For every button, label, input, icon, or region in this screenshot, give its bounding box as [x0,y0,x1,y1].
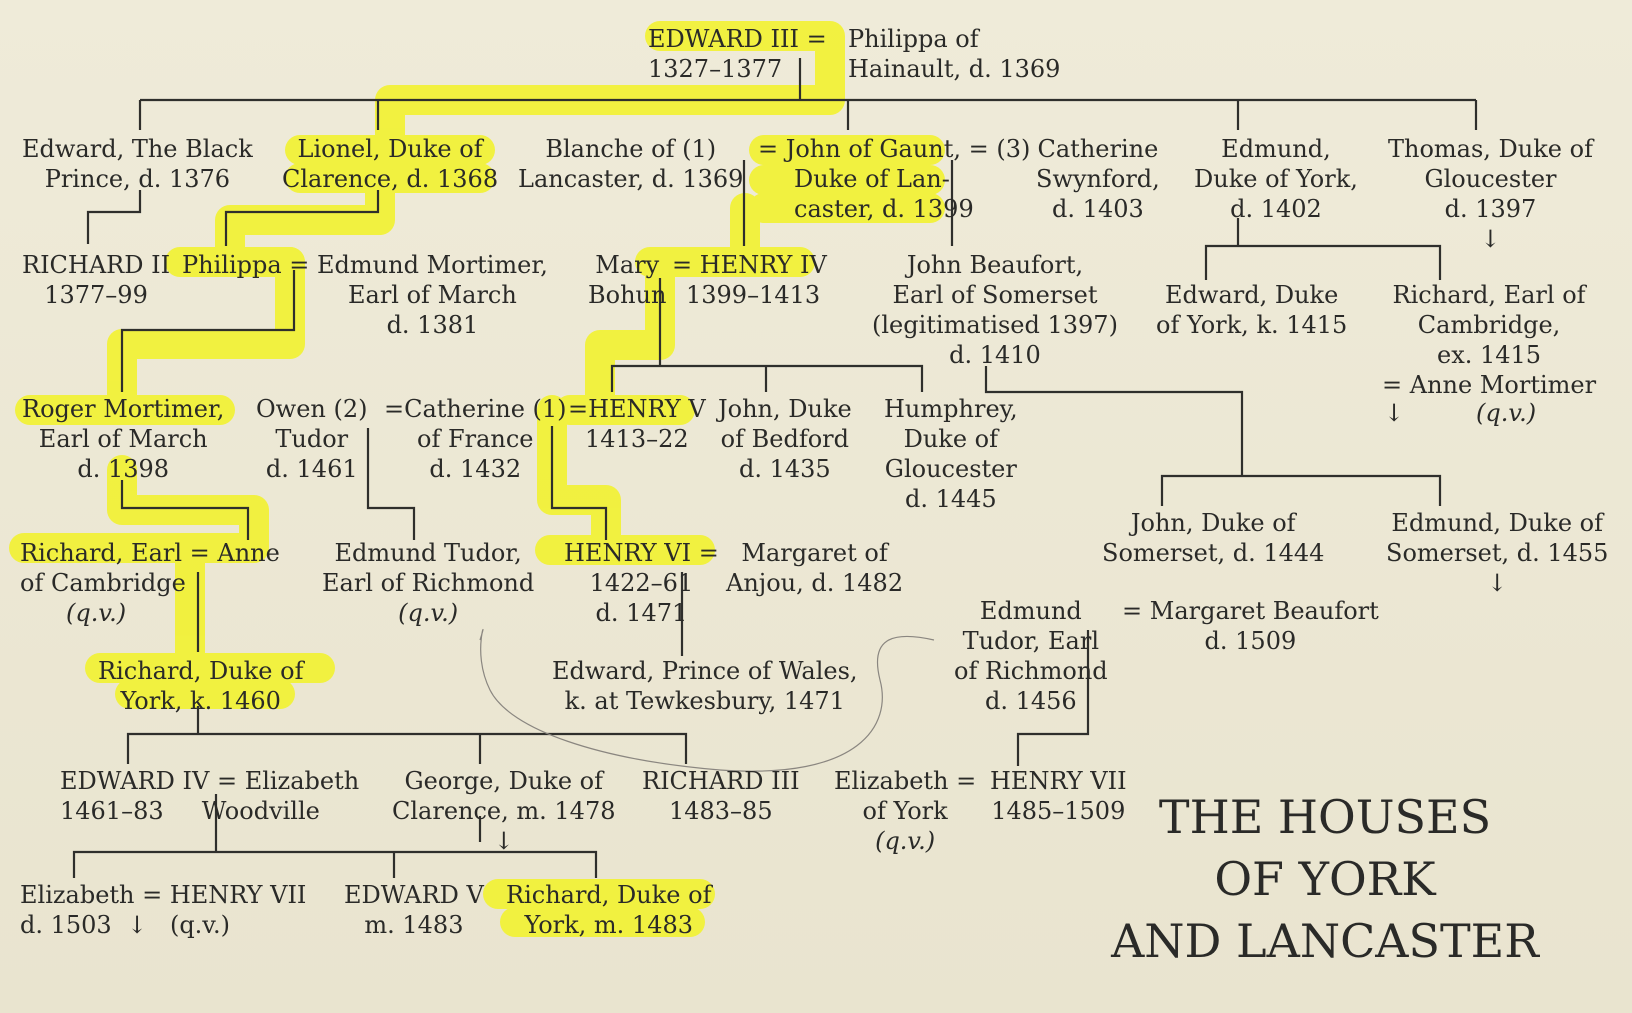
node-edmund-tudor-top [322,538,534,628]
line: Earl of March [348,281,517,309]
title-line: THE HOUSES [1158,790,1492,844]
line: Gloucester [1424,165,1557,193]
line: Duke of [903,425,999,453]
line: Mary [595,251,660,279]
node-richard-york-1483 [506,880,711,940]
lineage-line-3 [88,190,140,244]
line: of York [862,797,948,825]
node-edmund-mortimer [348,280,517,340]
line: Anjou, d. 1482 [726,569,904,597]
line: Clarence, m. 1478 [392,797,616,825]
line: d. 1397 [1444,195,1537,223]
line: Thomas, Duke of [1388,135,1593,163]
line: RICHARD II [22,251,171,279]
node-cambridge-qv [1476,398,1536,428]
diagram-title [1090,786,1560,972]
node-margaret-beaufort [1122,596,1379,656]
line: of France [417,425,534,453]
line: Earl of March [38,425,208,453]
line: of Cambridge [20,569,186,597]
line: Philippa of [848,25,979,53]
line: Bohun [588,281,667,309]
line: Edmund, Duke of [1391,509,1604,537]
node-george-clarence [392,766,615,856]
descent-arrow: ↓ [493,827,514,855]
line: John, Duke [718,395,852,423]
line: (q.v.) [875,827,936,855]
node-henry-v [568,394,706,454]
line: Margaret of [741,539,888,567]
node-richard-cambridge-top [1382,280,1596,400]
line: d. 1461 [265,455,358,483]
node-margaret-anjou [726,538,903,598]
line: Richard, Duke of [98,657,304,685]
node-mary-bohun [588,250,666,310]
line: George, Duke of [404,767,603,795]
title-line: AND LANCASTER [1111,914,1539,968]
line: Earl of Richmond [322,569,535,597]
line: Lancaster, d. 1369 [518,165,744,193]
line: Hainault, d. 1369 [848,55,1061,83]
line: Roger Mortimer, [22,395,225,423]
node-lionel [282,134,498,194]
line: Tudor, Earl [962,627,1099,655]
node-henry-vi [564,538,719,628]
line: Catherine [1037,135,1159,163]
node-john-beaufort [872,250,1118,370]
line: d. 1381 [386,311,479,339]
line: =HENRY V [568,395,706,423]
line: ex. 1415 [1437,341,1542,369]
node-thomas-gloucester [1388,134,1593,254]
node-cambridge-arrow [1384,398,1404,428]
line: Richard, Earl = Anne [20,539,280,567]
descent-arrow: ↓ [1384,399,1405,427]
line: John Beaufort, [906,251,1084,279]
node-owen-tudor [256,394,368,484]
line: Elizabeth = [834,767,977,795]
line: 1413–22 [585,425,689,453]
line: RICHARD III [642,767,800,795]
line: Somerset, d. 1444 [1102,539,1325,567]
node-philippa-marriage [182,250,548,280]
line: Lionel, Duke of [297,135,483,163]
line: d. 1398 [77,455,170,483]
line: d. 1402 [1230,195,1322,223]
line: Somerset, d. 1455 [1386,539,1609,567]
node-catherine-swynford [1036,134,1160,224]
line: Duke of Lan- [794,165,950,193]
node-elizabeth-of-york [834,766,976,856]
line: Edward, Prince of Wales, [552,657,858,685]
line: 1422–61 [589,569,694,597]
node-richard-cambridge [20,538,280,628]
line: Duke of York, [1194,165,1358,193]
node-john-of-gaunt [758,134,1030,224]
node-richard-ii [22,250,170,310]
line: 1377–99 [44,281,148,309]
node-edmund-somerset [1386,508,1608,598]
line: HENRY VII [990,767,1127,795]
line: Humphrey, [884,395,1018,423]
title-line: OF YORK [1214,852,1436,906]
line: = Anne Mortimer [1382,371,1597,399]
line: (q.v.) [398,599,459,627]
line: Clarence, d. 1368 [282,165,499,193]
node-edward-prince-of-wales [552,656,858,716]
line: of Richmond [954,657,1108,685]
descent-arrow: ↓ [1480,225,1501,253]
line: Owen (2) [256,395,368,423]
line: Philippa = Edmund Mortimer, [182,251,548,279]
lineage-line-10 [986,366,1440,506]
node-richard-york [98,656,303,716]
node-john-somerset [1102,508,1324,568]
node-edward-iii [648,24,827,84]
line: Tudor [275,425,349,453]
line: Blanche of (1) [545,135,717,163]
line: 1327–1377 [648,55,783,83]
line: k. at Tewkesbury, 1471 [564,687,845,715]
node-elizabeth-d1503 [20,880,306,940]
line: Edmund, [1221,135,1331,163]
line: Cambridge, [1417,311,1561,339]
line: d. 1410 [949,341,1041,369]
line: = HENRY IV [672,251,827,279]
line: (q.v.) [66,599,127,627]
line: of York, k. 1415 [1156,311,1348,339]
line: d. 1456 [984,687,1077,715]
line: Richard, Duke of [506,881,712,909]
line: Richard, Earl of [1392,281,1586,309]
line: Edward, Duke [1165,281,1339,309]
line: EDWARD III = [648,25,827,53]
line: York, k. 1460 [120,687,281,715]
line: caster, d. 1399 [794,195,974,223]
line: Edward, The Black [22,135,253,163]
line: 1485–1509 [991,797,1126,825]
line: HENRY VI = [564,539,719,567]
line: of Bedford [720,425,850,453]
line: Edmund [979,597,1082,625]
line: Earl of Somerset [892,281,1098,309]
line: m. 1483 [364,911,464,939]
node-black-prince [22,134,253,194]
line: Prince, d. 1376 [44,165,231,193]
node-edward-iv [60,766,359,826]
line: Gloucester [884,455,1017,483]
line: d. 1509 [1204,627,1297,655]
line: EDWARD V [344,881,484,909]
node-edward-v [344,880,484,940]
line: (q.v.) [1476,399,1537,427]
node-henry-iv [672,250,827,310]
line: d. 1403 [1052,195,1144,223]
line: 1461–83 Woodville [60,797,320,825]
descent-arrow: ↓ [1487,569,1508,597]
line: Swynford, [1036,165,1160,193]
node-edward-york [1156,280,1347,340]
line: d. 1445 [904,485,997,513]
line: (legitimatised 1397) [872,311,1118,339]
node-edmund-tudor [954,596,1108,716]
line: 1483–85 [668,797,773,825]
node-richard-iii [642,766,800,826]
line: Edmund Tudor, [334,539,522,567]
line: Elizabeth = HENRY VII [20,881,307,909]
node-humphrey [884,394,1018,514]
line: John, Duke of [1130,509,1296,537]
line: d. 1432 [429,455,522,483]
line: =Catherine (1) [384,395,567,423]
node-john-bedford [718,394,852,484]
line: York, m. 1483 [524,911,694,939]
line: EDWARD IV = Elizabeth [60,767,360,795]
line: d. 1503 ↓ (q.v.) [20,911,231,939]
node-philippa-hainault [848,24,1060,84]
node-edmund-york [1194,134,1358,224]
line: = Margaret Beaufort [1122,597,1379,625]
node-catherine-france [384,394,567,484]
line: d. 1471 [595,599,688,627]
node-blanche [518,134,743,194]
line: = John of Gaunt, = (3) [758,135,1031,163]
node-roger-mortimer [22,394,224,484]
line: 1399–1413 [686,281,821,309]
line: d. 1435 [738,455,831,483]
